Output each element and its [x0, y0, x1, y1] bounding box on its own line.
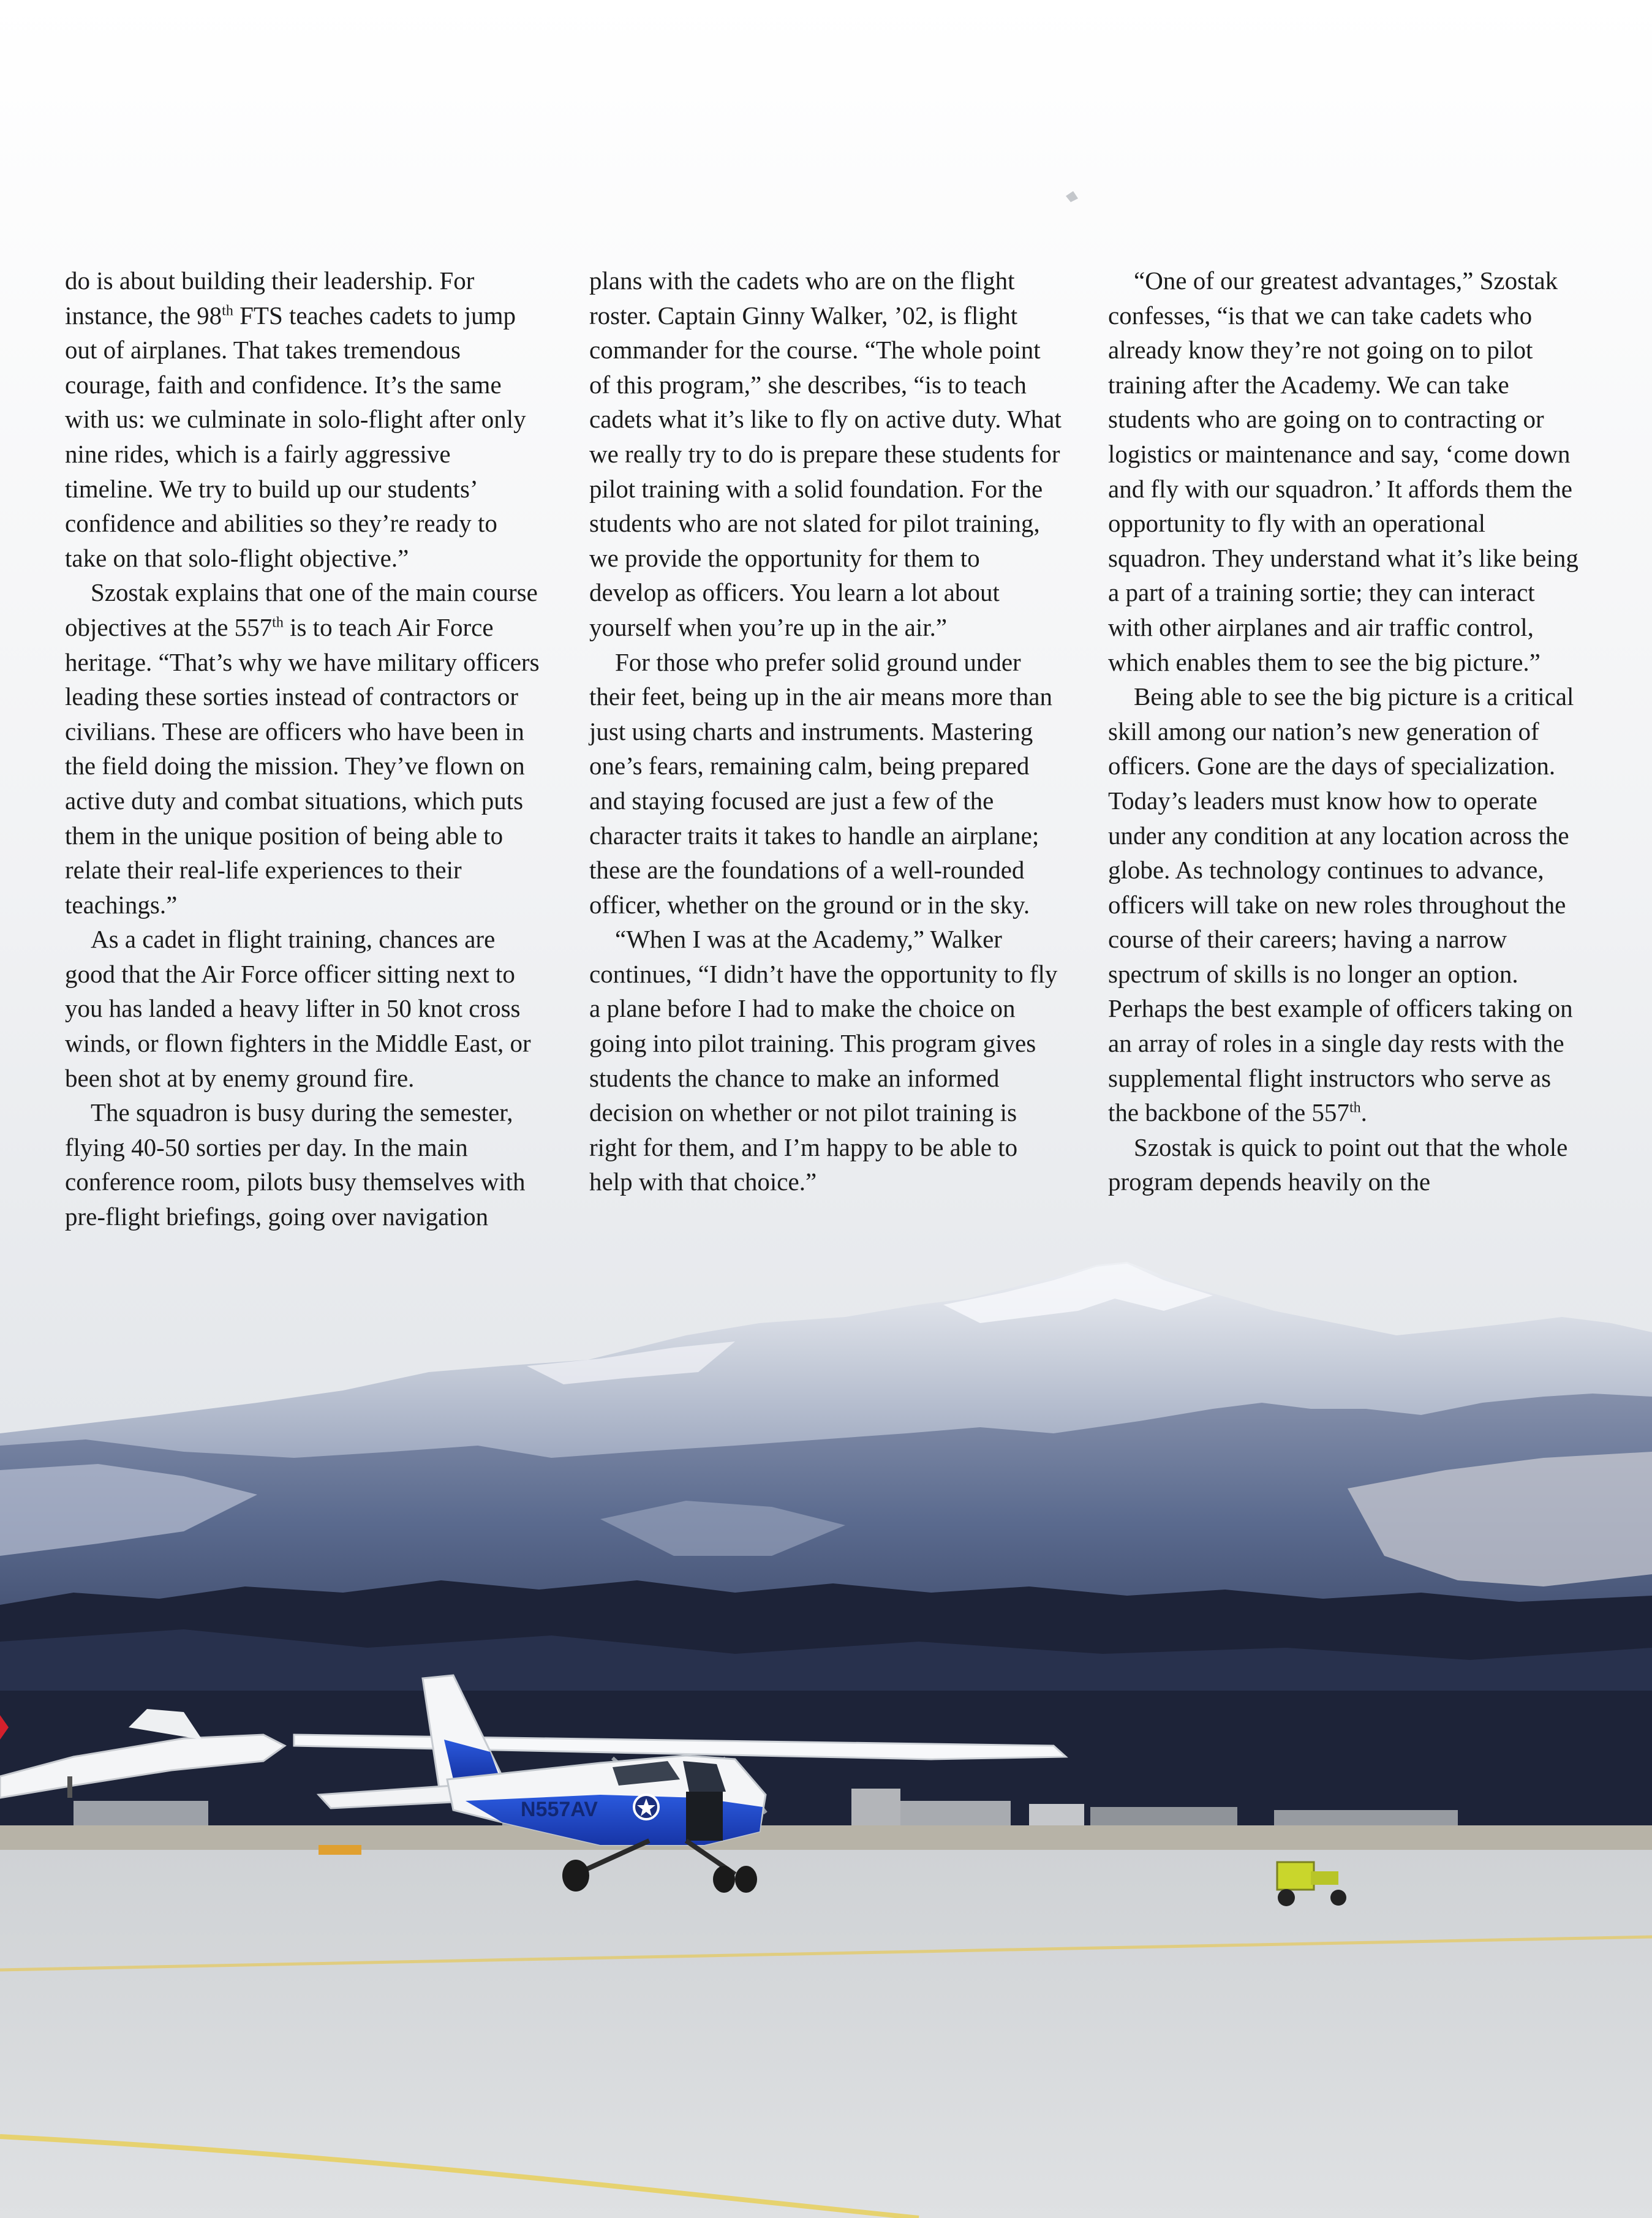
article-paragraph [1108, 1130, 1583, 1199]
tarmac [0, 1850, 1652, 2218]
article-paragraph [65, 922, 540, 1095]
article-paragraph [65, 575, 540, 922]
paragraph-text: The squadron is busy during the semester, flying 40-50 sorties per day. In the main conference room, pilots busy themselves with pre-flight briefings, going over navigation [65, 1098, 526, 1231]
ordinal-suffix: th [1349, 1100, 1361, 1116]
paragraph-text: plans with the cadets who are on the flight roster. Captain Ginny Walker, ’02, is flight commander for the course. “The whole point of this program,” she describes, “is to teach cadets what it’s like to fly on active duty. What we really try to do is prepare these students for pilot training with a solid foundation. For the students who are not slated for pilot training, we provide the opportunity for them to develop as officers. You learn a lot about yourself when you’re up in the air.” [589, 266, 1062, 641]
paragraph-text: . [1360, 1098, 1367, 1127]
paragraph-text: Being able to see the big picture is a critical skill among our nation’s new generation of officers. Gone are the days of specialization. Today’s leaders must know how to operate under any condition at any location across the globe. As technology continues to advance, officers will take on new roles throughout the course of their careers; having a narrow spectrum of skills is no longer an option. Perhaps the best example of officers taking on an array of roles in a single day rests with the supplemental flight instructors who serve as the backbone of the 557 [1108, 682, 1574, 1127]
grass-strip [0, 1825, 1652, 1850]
ordinal-suffix: th [222, 302, 233, 319]
ordinal-suffix: th [272, 614, 284, 631]
article-text [65, 263, 1590, 1243]
runway-sign [319, 1845, 361, 1855]
paragraph-text: is to teach Air Force heritage. “That’s why we have military officers leading these sorties instead of contractors or civilians. These are officers who have been in the field doing the mission. They’ve flown on active duty and combat situations, which puts them in the unique position of being able to relate their real-life experiences to their teachings.” [65, 613, 540, 919]
paragraph-text: FTS teaches cadets to jump out of airplanes. That takes tremendous courage, faith and confidence. It’s the same with us: we culminate in solo-flight after only nine rides, which is a fairly aggressive timeline. We try to build up our students’ confidence and abilities so they’re ready to take on that solo-flight objective.” [65, 301, 526, 572]
paragraph-text: “One of our greatest advantages,” Szostak confesses, “is that we can take cadets who already know they’re not going on to pilot training after the Academy. We can take students who are going on to contracting or logistics or maintenance and say, ‘come down and fly with our squadron.’ It affords them the opportunity to fly with an operational squadron. They understand what it’s like being a part of a training sortie; they can interact with other airplanes and air traffic control, which enables them to see the big picture.” [1108, 266, 1578, 676]
paragraph-text: do is about building their leadership. For instance, the 98 [65, 266, 475, 330]
paragraph-text: As a cadet in flight training, chances are good that the Air Force officer sitting next to you has landed a heavy lifter in 50 knot cross winds, or flown fighters in the Middle East, or been shot at by enemy ground fire. [65, 925, 531, 1092]
paragraph-text: Szostak explains that one of the main course objectives at the 557 [65, 578, 538, 641]
column-1 [65, 263, 540, 1234]
column-3 [1108, 263, 1583, 1199]
article-paragraph [589, 922, 1064, 1199]
column-2 [589, 263, 1064, 1199]
paragraph-text: “When I was at the Academy,” Walker continues, “I didn’t have the opportunity to fly a plane before I had to make the choice on going into pilot training. This program gives students the chance to make an informed decision on whether or not pilot training is right for them, and I’m happy to be able to help with that choice.” [589, 925, 1058, 1196]
article-paragraph [1108, 679, 1583, 1130]
tree-line [0, 1580, 1652, 1825]
paragraph-text: For those who prefer solid ground under their feet, being up in the air means more than just using charts and instruments. Mastering one’s fears, remaining calm, being prepared and staying focused are just a few of the character traits it takes to handle an airplane; these are the foundations of a well-rounded officer, whether on the ground or in the sky. [589, 647, 1052, 919]
article-paragraph [65, 1095, 540, 1234]
paragraph-text: Szostak is quick to point out that the whole program depends heavily on the [1108, 1133, 1568, 1196]
article-paragraph [1108, 263, 1583, 679]
aircraft-tail-number: N557AV [521, 1798, 598, 1821]
article-paragraph [589, 645, 1064, 922]
article-paragraph [65, 263, 540, 575]
article-paragraph [589, 263, 1064, 645]
